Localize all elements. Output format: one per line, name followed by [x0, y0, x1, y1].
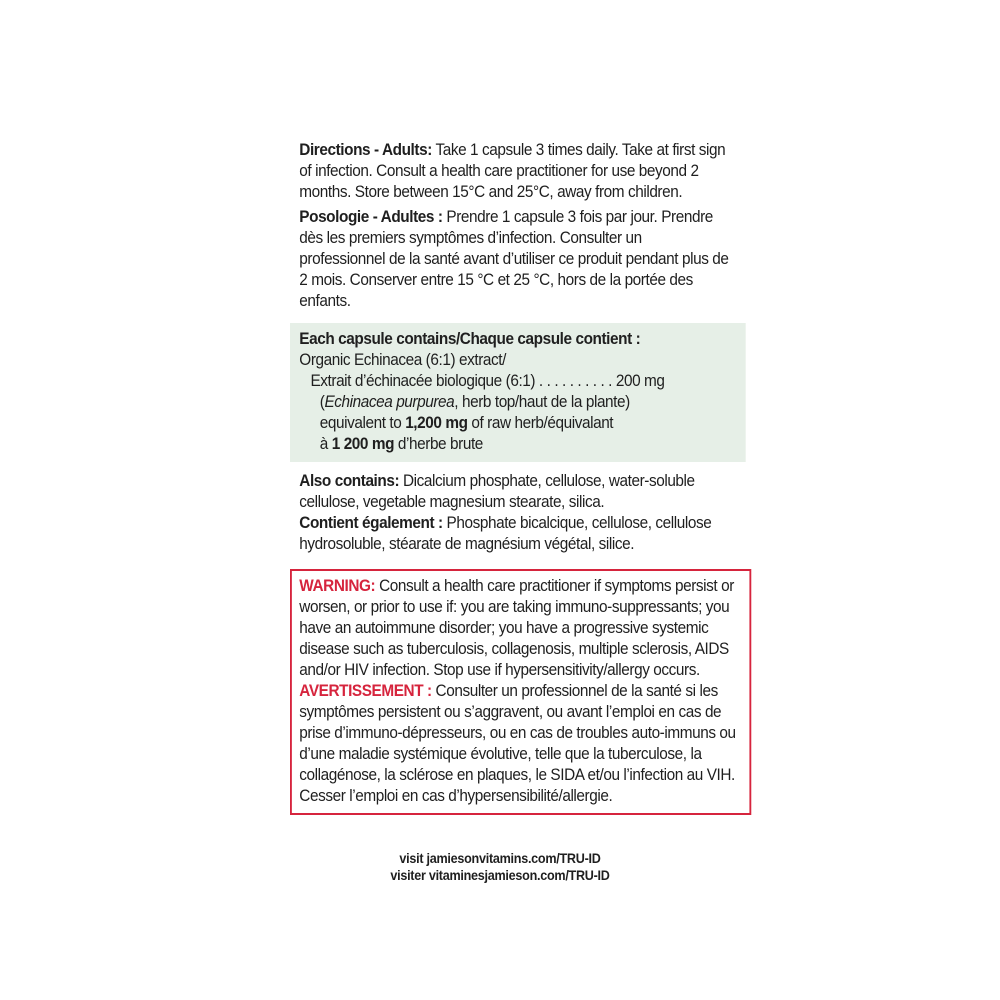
warning-box: [290, 569, 751, 815]
footer-link-en: visit jamiesonvitamins.com/TRU-ID: [399, 850, 601, 866]
contents-line-1: Organic Echinacea (6:1) extract/: [299, 351, 506, 369]
warning-fr-text: Consulter un professionnel de la santé si les symptômes persistent ou s’aggravent, ou avant l’emploi en cas de prise d’immuno-dépresseurs, ou en cas de troubles auto-immuns ou d’une maladie systémique évolutive, telle que la tuberculose, la collagénose, la sclérose en plaques, le SIDA et/ou l’infection au VIH. Cesser l’emploi en cas d’hypersensibilité/allergie.: [299, 682, 736, 805]
directions-en-heading: Directions - Adults:: [299, 141, 432, 159]
directions-en-text: Take 1 capsule 3 times daily. Take at first sign of infection. Consult a health care practitioner for use beyond 2 months. Store between 15°C and 25°C, away from children.: [299, 141, 726, 201]
contents-line-3: (Echinacea purpurea, herb top/haut de la plante): [319, 393, 630, 411]
also-contains-fr: Contient également : Phosphate bicalcique, cellulose, cellulose hydrosoluble, stéarate de magnésium végétal, silice.: [299, 514, 712, 553]
medicinal-ingredients-box: [290, 323, 746, 462]
contents-heading: Each capsule contains/Chaque capsule contient :: [299, 330, 641, 348]
directions-en: [299, 140, 729, 203]
directions-fr-text: Prendre 1 capsule 3 fois par jour. Prendre dès les premiers symptômes d’infection. Consulter un professionnel de la santé avant d’utiliser ce produit pendant plus de 2 mois. Conserver entre 15 °C et 25 °C, hors de la portée des enfants.: [299, 208, 729, 310]
also-contains-en: Also contains: Dicalcium phosphate, cellulose, water-soluble cellulose, vegetable magnesium stearate, silica.: [299, 472, 695, 511]
contents-line-2: Extrait d’échinacée biologique (6:1) . . . . . . . . . . 200 mg: [310, 372, 665, 390]
directions-fr: [299, 207, 729, 312]
directions-fr-heading: Posologie - Adultes :: [299, 208, 443, 226]
warning-en-heading: WARNING:: [299, 577, 376, 595]
footer-links: [0, 850, 1000, 884]
footer-link-fr: visiter vitaminesjamieson.com/TRU-ID: [390, 867, 610, 883]
non-medicinal-ingredients: [299, 471, 736, 555]
warning-en-text: Consult a health care practitioner if symptoms persist or worsen, or prior to use if: you are taking immuno-suppressants; you have an autoimmune disorder; you have a progressive systemic disease such as tuberculosis, collagenosis, multiple sclerosis, AIDS and/or HIV infection. Stop use if hypersensitivity/allergy occurs.: [299, 577, 734, 679]
warning-fr-heading: AVERTISSEMENT :: [299, 682, 432, 700]
product-label-back: [290, 140, 736, 815]
contents-line-5: à 1 200 mg d’herbe brute: [319, 435, 483, 453]
contents-line-4: equivalent to 1,200 mg of raw herb/équivalant: [319, 414, 614, 432]
